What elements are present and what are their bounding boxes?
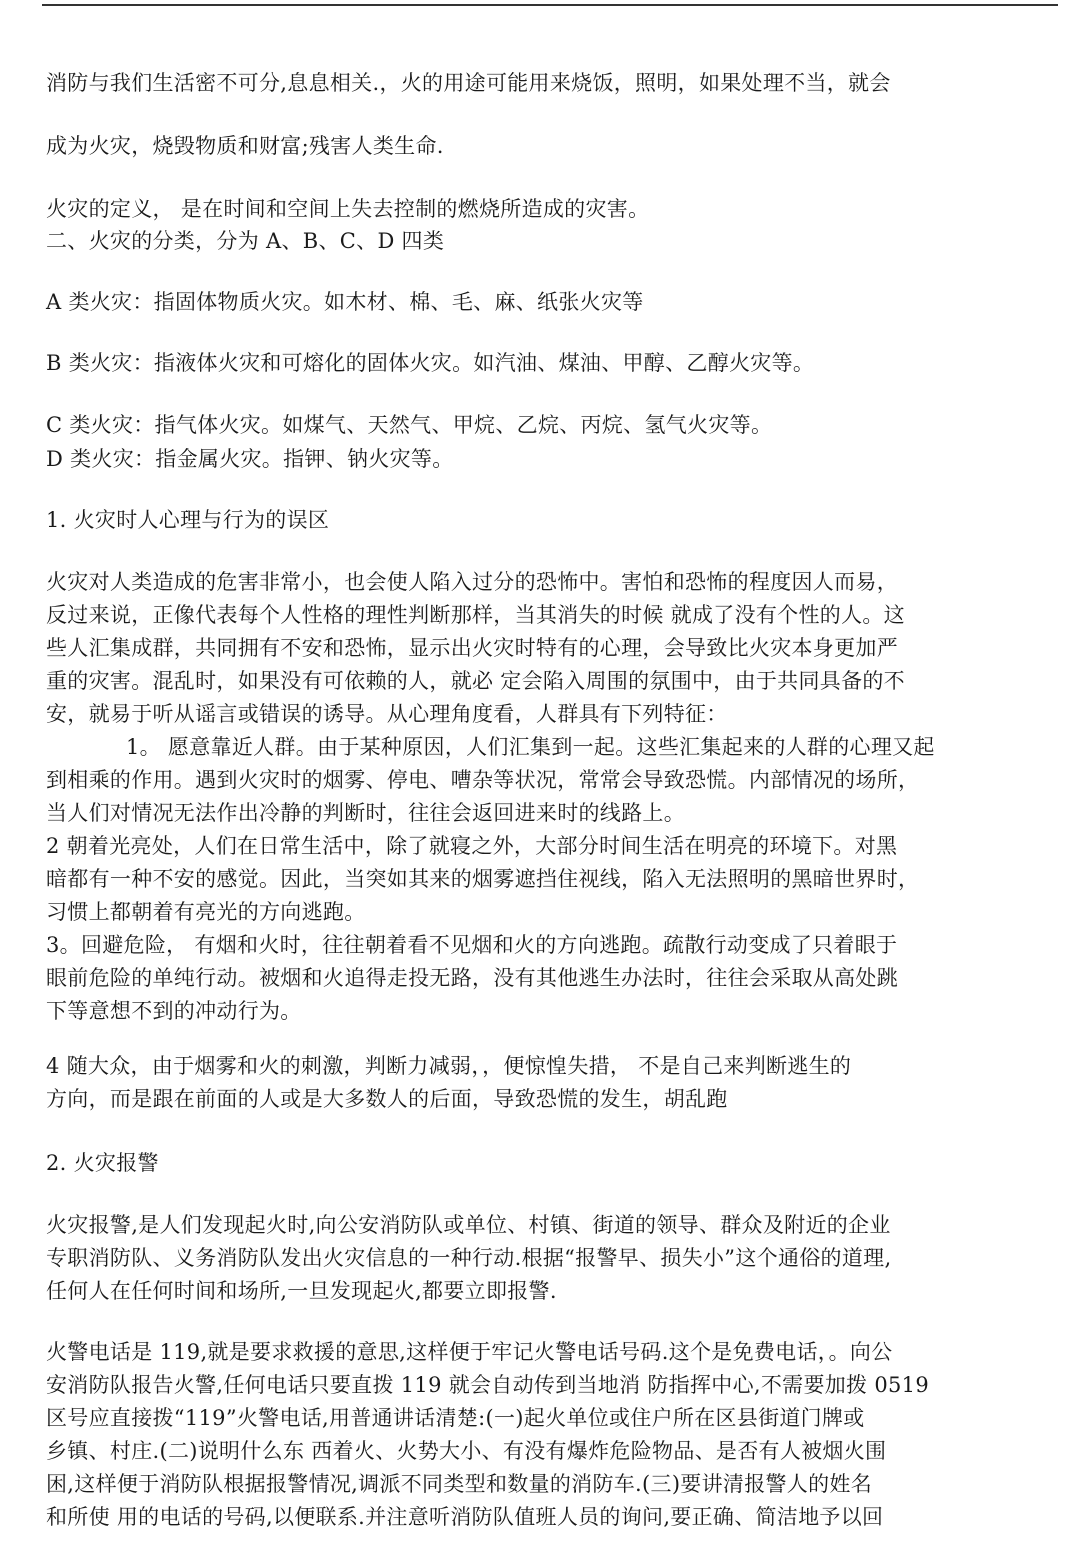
paragraph-line: 当人们对情况无法作出冷静的判断时，往往会返回进来时的线路上。 [46, 801, 685, 825]
paragraph-line: B 类火灾：指液体火灾和可熔化的固体火灾。如汽油、煤油、甲醇、乙醇火灾等。 [46, 351, 815, 375]
paragraph-line: 些人汇集成群，共同拥有不安和恐怖，显示出火灾时特有的心理，会导致比火灾本身更加严 [46, 636, 898, 660]
paragraph-line: 区号应直接拨“119”火警电话,用普通讲话清楚:(一)起火单位或住户所在区县街道门牌或 [46, 1406, 865, 1430]
paragraph-line: C 类火灾：指气体火灾。如煤气、天然气、甲烷、乙烷、丙烷、氢气火灾等。 [46, 413, 773, 437]
paragraph-line: 火灾的定义， 是在时间和空间上失去控制的燃烧所造成的灾害。 [46, 197, 650, 221]
paragraph-line: A 类火灾：指固体物质火灾。如木材、棉、毛、麻、纸张火灾等 [46, 290, 644, 314]
paragraph-line: 习惯上都朝着有亮光的方向逃跑。 [46, 900, 366, 924]
paragraph-line: 到相乘的作用。遇到火灾时的烟雾、停电、嘈杂等状况，常常会导致恐慌。内部情况的场所， [46, 768, 920, 792]
top-rule [42, 4, 1058, 6]
section-heading: 2. 火灾报警 [46, 1151, 159, 1175]
paragraph-line: 乡镇、村庄.(二)说明什么东 西着火、火势大小、有没有爆炸危险物品、是否有人被烟火围 [46, 1439, 887, 1463]
paragraph-line: 方向，而是跟在前面的人或是大多数人的后面，导致恐慌的发生，胡乱跑 [46, 1087, 728, 1111]
paragraph-line: 1。 愿意靠近人群。由于某种原因，人们汇集到一起。这些汇集起来的人群的心理又起 [126, 735, 935, 759]
paragraph-line: 重的灾害。混乱时，如果没有可依赖的人，就必 定会陷入周围的氛围中，由于共同具备的不 [46, 669, 905, 693]
paragraph-line: 反过来说，正像代表每个人性格的理性判断那样，当其消失的时候 就成了没有个性的人。这 [46, 603, 905, 627]
paragraph-line: 消防与我们生活密不可分,息息相关.，火的用途可能用来烧饭，照明，如果处理不当，就会 [46, 71, 891, 95]
section-heading: 二、火灾的分类，分为 A、B、C、D 四类 [46, 229, 445, 253]
paragraph-line: 和所使 用的电话的号码,以便联系.并注意听消防队值班人员的询问,要正确、简洁地予以回 [46, 1505, 884, 1529]
paragraph-line: 困,这样便于消防队根据报警情况,调派不同类型和数量的消防车.(三)要讲清报警人的姓名 [46, 1472, 873, 1496]
paragraph-line: 专职消防队、义务消防队发出火灾信息的一种行动.根据“报警早、损失小”这个通俗的道理, [46, 1246, 892, 1270]
paragraph-line: D 类火灾：指金属火灾。指钾、钠火灾等。 [46, 447, 454, 471]
paragraph-line: 安，就易于听从谣言或错误的诱导。从心理角度看，人群具有下列特征： [46, 702, 728, 726]
paragraph-line: 任何人在任何时间和场所,一旦发现起火,都要立即报警. [46, 1279, 557, 1303]
paragraph-line: 眼前危险的单纯行动。被烟和火追得走投无路，没有其他逃生办法时，往往会采取从高处跳 [46, 966, 898, 990]
paragraph-line: 暗都有一种不安的感觉。因此，当突如其来的烟雾遮挡住视线，陷入无法照明的黑暗世界时， [46, 867, 920, 891]
paragraph-line: 2 朝着光亮处，人们在日常生活中，除了就寝之外，大部分时间生活在明亮的环境下。对黑 [46, 834, 898, 858]
paragraph-line: 火警电话是 119,就是要求救援的意思,这样便于牢记火警电话号码.这个是免费电话，。向公 [46, 1340, 893, 1364]
paragraph-line: 火灾对人类造成的危害非常小，也会使人陷入过分的恐怖中。害怕和恐怖的程度因人而易， [46, 570, 898, 594]
section-heading: 1. 火灾时人心理与行为的误区 [46, 508, 330, 532]
paragraph-line: 成为火灾，烧毁物质和财富;残害人类生命. [46, 134, 444, 158]
paragraph-line: 下等意想不到的冲动行为。 [46, 999, 302, 1023]
paragraph-line: 安消防队报告火警,任何电话只要直拨 119 就会自动传到当地消 防指挥中心,不需要加拨 0519 [46, 1373, 929, 1397]
paragraph-line: 4 随大众，由于烟雾和火的刺激，判断力减弱，，便惊惶失措， 不是自己来判断逃生的 [46, 1054, 852, 1078]
paragraph-line: 3。回避危险， 有烟和火时，往往朝着看不见烟和火的方向逃跑。疏散行动变成了只着眼于 [46, 933, 898, 957]
paragraph-line: 火灾报警,是人们发现起火时,向公安消防队或单位、村镇、街道的领导、群众及附近的企业 [46, 1213, 891, 1237]
